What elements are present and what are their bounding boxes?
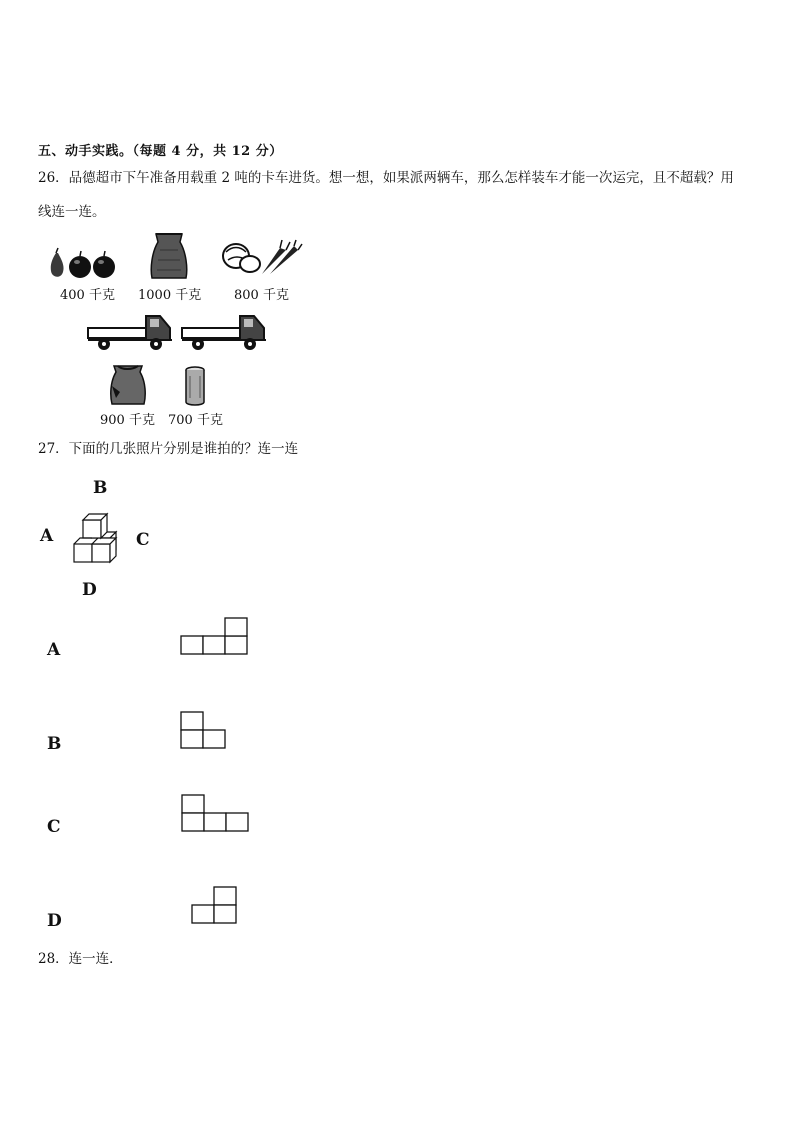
bag-icon (108, 362, 148, 406)
view-square (214, 887, 236, 905)
item-weight-bag: 900 千克 (100, 413, 155, 428)
view-a-grid (180, 617, 250, 657)
sack-icon (148, 230, 190, 280)
view-square (214, 905, 236, 923)
fruit-icon (46, 245, 122, 281)
can-icon (184, 366, 206, 406)
view-square (225, 618, 247, 636)
view-square (225, 636, 247, 654)
view-square (192, 905, 214, 923)
observer-label-right: C (136, 530, 150, 550)
view-square (181, 636, 203, 654)
view-square (203, 730, 225, 748)
view-label-b: B (47, 734, 62, 754)
q27-text: 27．下面的几张照片分别是谁拍的？连一连 (38, 441, 299, 457)
truck-icon-1 (86, 310, 174, 352)
view-label-a: A (47, 640, 61, 660)
view-label-c: C (47, 817, 61, 837)
view-b-grid (180, 711, 230, 751)
item-weight-vegetables: 800 千克 (234, 288, 289, 303)
view-square (182, 813, 204, 831)
view-c-grid (181, 794, 251, 834)
cube-stack-figure (70, 510, 122, 566)
q26-text-line1: 26．品德超市下午准备用载重 2 吨的卡车进货。想一想，如果派两辆车，那么怎样装车才能一次运完，且不超载？用 (38, 170, 734, 186)
item-weight-can: 700 千克 (168, 413, 223, 428)
observer-label-left: A (40, 526, 54, 546)
section-title: 五、动手实践。（每题 4 分，共 12 分） (38, 144, 283, 159)
vegetables-icon (220, 238, 302, 276)
q26-text-line2: 线连一连。 (38, 204, 106, 220)
view-square (181, 712, 203, 730)
view-square (203, 636, 225, 654)
view-d-grid (191, 886, 241, 926)
item-weight-sack: 1000 千克 (138, 288, 202, 303)
observer-label-top: B (93, 478, 108, 498)
truck-icon-2 (180, 310, 268, 352)
view-square (181, 730, 203, 748)
view-square (204, 813, 226, 831)
item-weight-fruit: 400 千克 (60, 288, 115, 303)
q28-text: 28．连一连． (38, 951, 123, 967)
view-square (182, 795, 204, 813)
view-square (226, 813, 248, 831)
observer-label-bottom: D (82, 580, 97, 600)
view-label-d: D (47, 911, 62, 931)
